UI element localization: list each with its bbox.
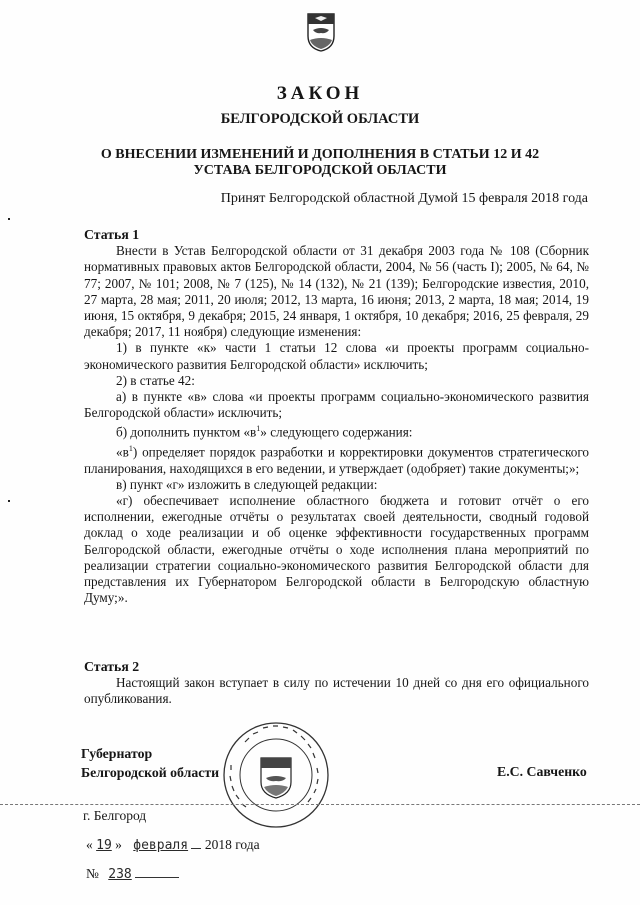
date-blank [191,848,201,849]
number-prefix: № [86,866,99,881]
article-1-item-2b [84,421,589,441]
date-day: 19 [96,838,112,853]
article-1-item-2v: в) пункт «г» изложить в следующей редакции: [116,476,378,492]
article-1-item-1: 1) в пункте «к» части 1 статьи 12 слова «и проекты программ социально-экономического развития Белгородской области» исключить; [84,340,589,372]
article-1-quote-g: «г) обеспечивает исполнение областного бюджета и готовит отчёт о его исполнении, ежегодные отчёты о результатах своей деятельности, сводный годовой доклад о ходе реализации и об оценке эффективности государственных программ Белгородской области, ежегодные отчёты о ходе исполнения плана мероприятий по реализации стратегии социально-экономического развития Белгородской области для представления их Губернатором Белгородской области в Белгородскую областную Думу;». [84,493,589,606]
article-2-text: Настоящий закон вступает в силу по истечении 10 дней со дня его официального опубликования. [84,675,589,707]
article-2-heading: Статья 2 [84,659,140,674]
governor-title [81,744,219,782]
law-number [86,866,179,882]
coat-of-arms-icon [306,12,336,52]
item-2b-superscript: 1 [256,424,261,434]
document-region: БЕЛГОРОДСКОЙ ОБЛАСТИ [220,111,420,127]
document-title: ЗАКОН [276,83,364,104]
governor-title-line-1: Губернатор [81,746,153,761]
quote-b1-start: «в [116,444,129,460]
quote-b1-text: ) определяет порядок разработки и корректировки документов стратегического планирования, находящихся в его ведении, и утверждает (одобряет) такие документы;»; [84,444,589,476]
date-year: 2018 года [204,837,260,852]
governor-title-line-2: Белгородской области [81,765,220,780]
article-1-item-2: 2) в статье 42: [116,372,195,388]
signatory-name: Е.С. Савченко [497,764,587,779]
article-1-heading: Статья 1 [84,227,140,242]
article-1-item-2a: а) в пункте «в» слова «и проекты программ социально-экономического развития Белгородской области» исключить; [84,389,589,421]
date-quote-open: « [86,837,93,852]
document-subject-line-1: О ВНЕСЕНИИ ИЗМЕНЕНИЙ И ДОПОЛНЕНИЯ В СТАТЬИ 12 И 42 [100,147,540,162]
margin-mark [8,500,10,502]
item-2b-text: б) дополнить пунктом «в [116,424,257,440]
article-1 [84,227,589,606]
divider [0,804,640,805]
article-2 [84,659,589,708]
number-value: 238 [108,867,132,882]
item-2b-text-end: » следующего содержания: [260,424,413,440]
article-1-intro: Внести в Устав Белгородской области от 31 декабря 2003 года № 108 (Сборник нормативных правовых актов Белгородской области, 2004, № 56 (часть I); 2005, № 64, № 77; 2007, № 101; 2008, № 7 (125), № 14 (132), № 21 (139); Белгородские известия, 2010, 27 марта, 28 мая; 2011, 20 июля; 2012, 13 марта, 16 июня; 2013, 2 марта, 18 мая; 2014, 19 июня, 15 октября, 9 декабря; 2015, 24 января, 1 октября, 10 декабря; 2016, 25 февраля, 29 декабря; 2017, 11 ноября) следующие изменения: [84,243,589,340]
number-blank [135,877,179,878]
adoption-note: Принят Белгородской областной Думой 15 февраля 2018 года [220,191,588,206]
date-quote-close: » [115,837,122,852]
document-subject-line-2: УСТАВА БЕЛГОРОДСКОЙ ОБЛАСТИ [193,163,447,178]
date-month: февраля [133,838,189,853]
city: г. Белгород [83,808,147,823]
quote-b1-superscript: 1 [128,444,133,454]
article-1-quote-b1 [84,441,589,477]
margin-mark [8,218,10,220]
official-seal-icon [221,720,331,830]
signing-date [86,837,260,853]
